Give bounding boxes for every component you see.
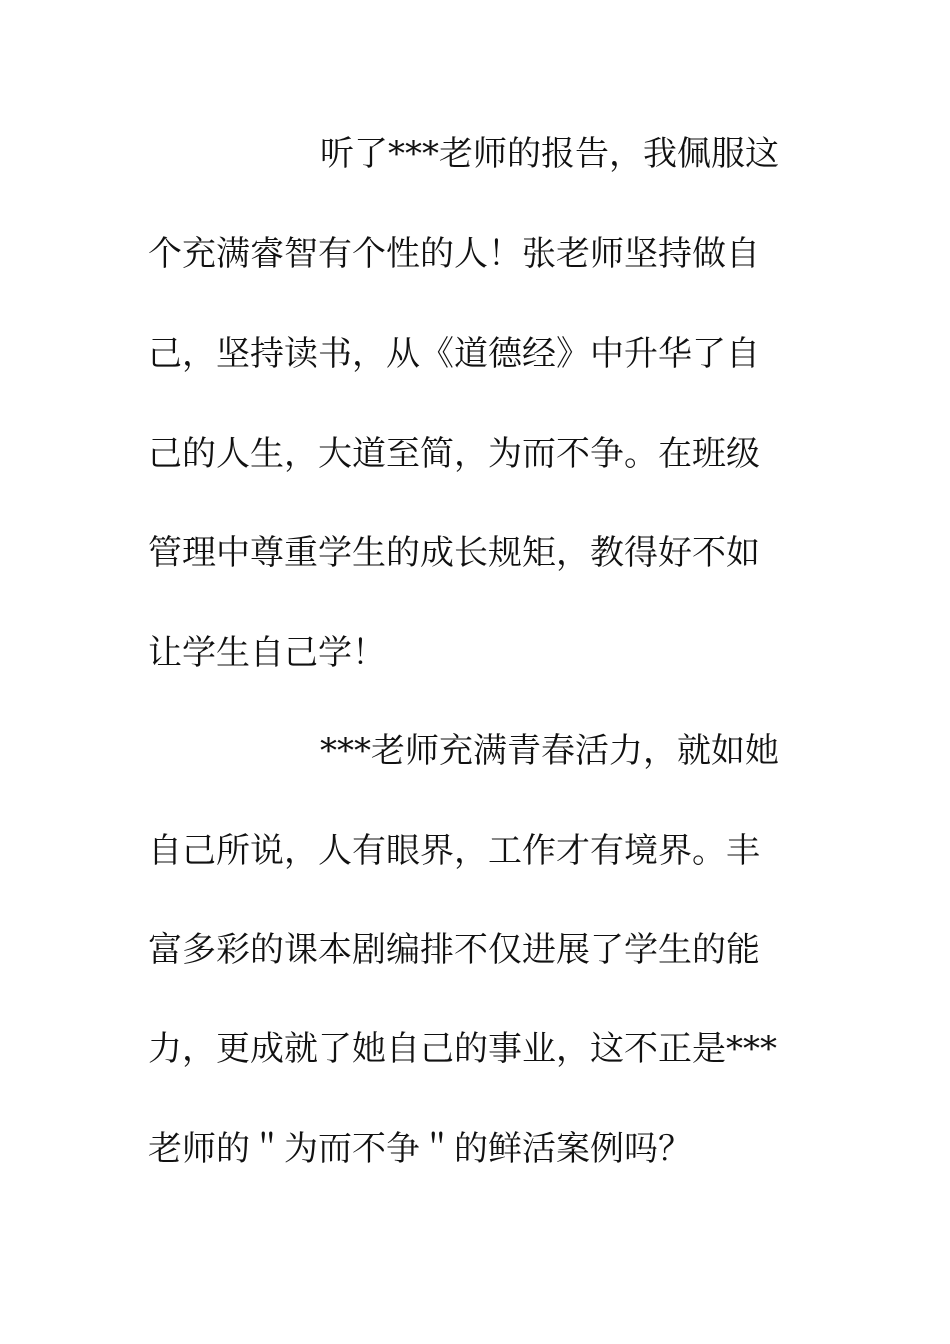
- paragraph-1-line-6: 让学生自己学！: [148, 633, 386, 673]
- paragraph-1-line-4: 己的人生，大道至简，为而不争。在班级: [148, 434, 760, 474]
- paragraph-1-line-5: 管理中尊重学生的成长规矩，教得好不如: [148, 533, 760, 573]
- paragraph-1-line-2: 个充满睿智有个性的人！张老师坚持做自: [148, 234, 760, 274]
- paragraph-2-line-2: 自己所说，人有眼界，工作才有境界。丰: [148, 831, 760, 871]
- paragraph-2-line-5: 老师的＂为而不争＂的鲜活案例吗？: [148, 1129, 692, 1169]
- paragraph-1-line-3: 己，坚持读书，从《道德经》中升华了自: [148, 334, 760, 374]
- paragraph-2-line-1: ***老师充满青春活力，就如她: [320, 731, 779, 771]
- paragraph-2-line-3: 富多彩的课本剧编排不仅进展了学生的能: [148, 930, 760, 970]
- paragraph-1-line-1: 听了***老师的报告，我佩服这: [320, 134, 779, 174]
- paragraph-2-line-4: 力，更成就了她自己的事业，这不正是***: [148, 1029, 777, 1069]
